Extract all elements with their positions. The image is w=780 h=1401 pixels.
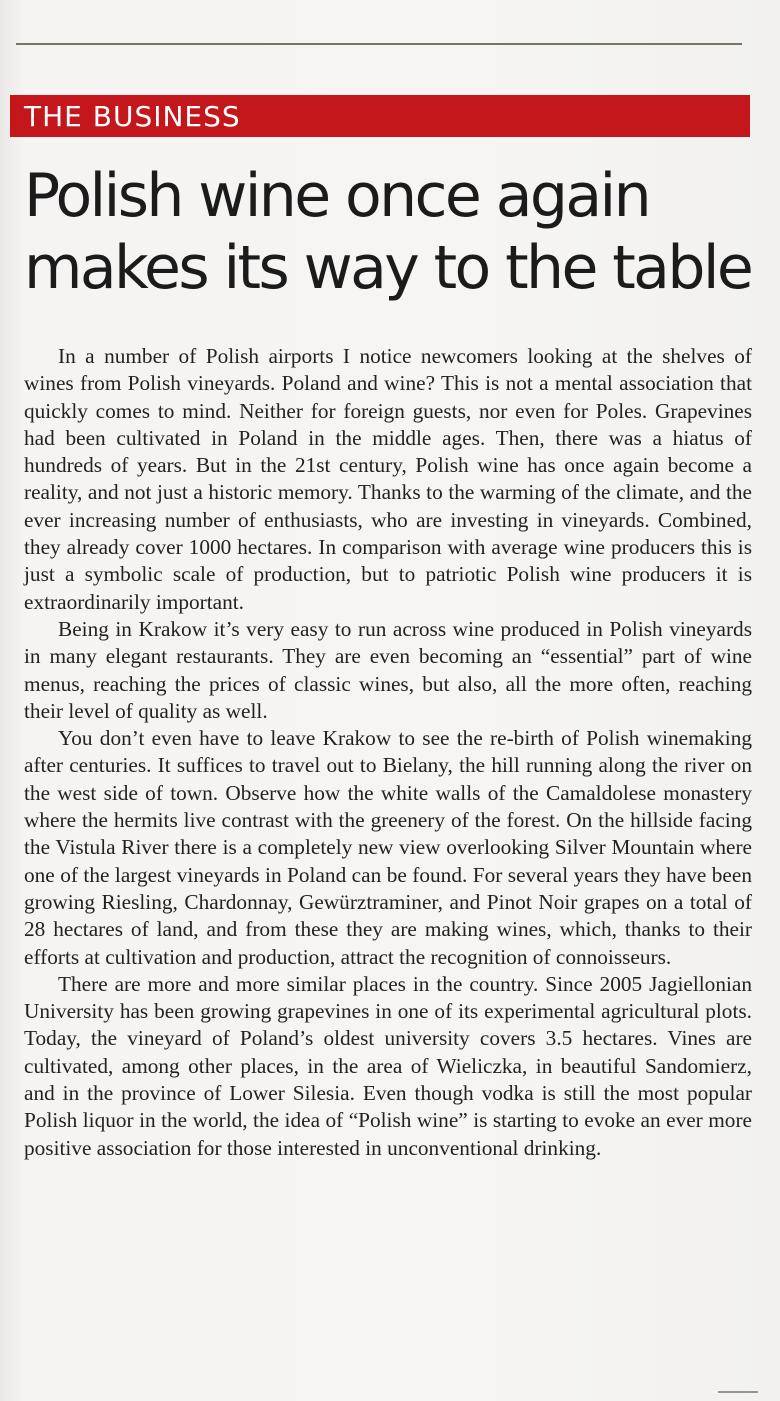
paragraph-2: Being in Krakow it’s very easy to run across wine produced in Polish vineyards in many elegant restaurants. They are even becoming an “essential” part of wine menus, reaching the prices of classic wines, but also, all the more often, reaching their level of quality as well. <box>24 616 752 723</box>
article-body <box>24 343 752 1162</box>
section-banner <box>10 95 750 137</box>
paragraph-4: There are more and more similar places in the country. Since 2005 Jagiellonian University has been growing grapevines in one of its experimental agricultural plots. Today, the vineyard of Poland’s oldest university covers 3.5 hectares. Vines are cultivated, among other places, in the area of Wieliczka, in beautiful Sandomierz, and in the province of Lower Silesia. Even though vodka is still the most popular Polish liquor in the world, the idea of “Polish wine” is starting to evoke an ever more positive association for those interested in unconventional drinking. <box>24 971 752 1160</box>
headline-line-2: makes its way to the table <box>24 233 752 303</box>
paragraph-3: You don’t even have to leave Krakow to see the re-birth of Polish winemaking after centuries. It suffices to travel out to Bielany, the hill running along the river on the west side of town. Observe how the white walls of the Camaldolese monastery where the hermits live contrast with the greenery of the forest. On the hillside facing the Vistula River there is a completely new view overlooking Silver Mountain where one of the largest vineyards in Poland can be found. For several years they have been growing Riesling, Chardonnay, Gewürztraminer, and Pinot Noir grapes on a total of 28 hectares of land, and from these they are making wines, which, thanks to their efforts at cultivation and production, attract the recognition of connoisseurs. <box>24 726 752 969</box>
section-label: THE BUSINESS <box>24 100 241 133</box>
page-corner-mark <box>718 1391 758 1393</box>
paragraph-1: In a number of Polish airports I notice newcomers looking at the shelves of wines from Polish vineyards. Poland and wine? This is not a mental association that quickly comes to mind. Neither for foreign guests, nor even for Poles. Grapevines had been cultivated in Poland in the middle ages. Then, there was a hiatus of hundreds of years. But in the 21st century, Polish wine has once again become a reality, and not just a historic memory. Thanks to the warming of the climate, and the ever increasing number of enthusiasts, who are investing in vineyards. Combined, they already cover 1000 hectares. In comparison with average wine producers this is just a symbolic scale of production, but to patriotic Polish wine producers it is extraordinarily important. <box>24 344 752 614</box>
headline-line-1: Polish wine once again <box>24 161 650 231</box>
article-headline <box>24 160 754 304</box>
top-divider <box>16 43 742 45</box>
